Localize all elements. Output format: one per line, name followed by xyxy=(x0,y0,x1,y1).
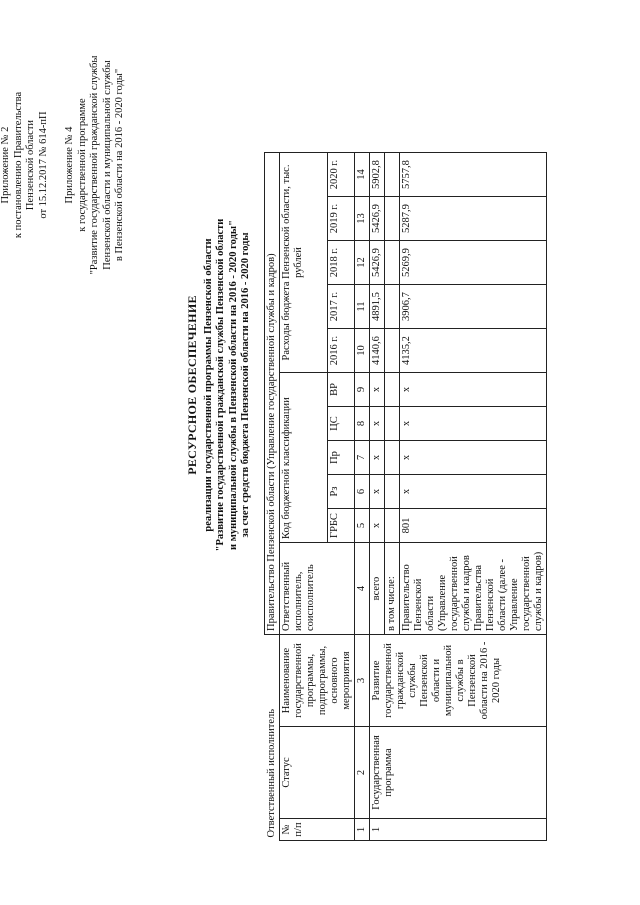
column-number: 6 xyxy=(355,475,370,509)
appendix-2-line: Пензенской области xyxy=(25,119,36,211)
column-number: 3 xyxy=(355,635,370,727)
responsible-row xyxy=(265,153,280,841)
total-code: х xyxy=(370,441,385,475)
table-row-total xyxy=(370,153,385,841)
total-value: 4140,6 xyxy=(370,329,385,373)
code-col-header: ЦС xyxy=(328,407,355,441)
title-line: за счет средств бюджета Пензенской области на 2016 - 2020 годы xyxy=(240,232,251,538)
resource-table xyxy=(264,152,547,841)
column-number: 9 xyxy=(355,373,370,407)
executor-code: 801 xyxy=(400,509,547,543)
executor-code: х xyxy=(400,407,547,441)
column-number: 1 xyxy=(355,819,370,841)
title-line: реализации государственной программы Пензенской области xyxy=(202,238,214,532)
total-value: 4891,5 xyxy=(370,285,385,329)
executor-value: 5757,8 xyxy=(400,153,547,197)
executor-value: 5269,9 xyxy=(400,241,547,285)
column-number: 7 xyxy=(355,441,370,475)
document-title xyxy=(186,165,253,605)
row-including-label: в том числе: xyxy=(385,543,400,635)
total-code: х xyxy=(370,373,385,407)
column-number: 2 xyxy=(355,727,370,819)
code-col-header: ГРБС xyxy=(328,509,355,543)
appendix-4-line: Пензенской области и муниципальной службы xyxy=(101,60,113,270)
column-number: 14 xyxy=(355,153,370,197)
row-number: 1 xyxy=(370,819,547,841)
column-number: 11 xyxy=(355,285,370,329)
expenses-header: Расходы бюджета Пензенской области, тыс. рублей xyxy=(280,153,328,373)
col-status-header: Статус xyxy=(280,727,355,819)
appendix-header xyxy=(0,35,127,295)
column-number: 13 xyxy=(355,197,370,241)
column-number: 5 xyxy=(355,509,370,543)
executor-code: х xyxy=(400,441,547,475)
responsible-label: Ответственный исполнитель xyxy=(265,635,280,841)
executor-code: х xyxy=(400,373,547,407)
total-value: 5426,9 xyxy=(370,197,385,241)
title-line: "Развитие государственной гражданской службы Пензенской области xyxy=(215,218,226,552)
row-status: Государственная программа xyxy=(370,727,547,819)
appendix-4-line: к государственной программе xyxy=(76,98,88,232)
code-col-header: ВР xyxy=(328,373,355,407)
row-total-label: всего xyxy=(370,543,385,635)
year-header: 2017 г. xyxy=(328,285,355,329)
year-header: 2019 г. xyxy=(328,197,355,241)
column-numbers-row xyxy=(355,153,370,841)
title-main: РЕСУРСНОЕ ОБЕСПЕЧЕНИЕ xyxy=(185,295,199,475)
total-value: 5426,9 xyxy=(370,241,385,285)
appendix-2-line: к постановлению Правительства xyxy=(12,91,24,239)
total-value: 5902,8 xyxy=(370,153,385,197)
budget-code-header: Код бюджетной классификации xyxy=(280,373,328,543)
year-header: 2018 г. xyxy=(328,241,355,285)
appendix-2-line: Приложение № 2 xyxy=(0,126,11,204)
column-number: 12 xyxy=(355,241,370,285)
responsible-value: Правительство Пензенской области (Управление государственной службы и кадров) xyxy=(265,153,280,635)
row-executor: Правительство Пензенской области (Управление государственной службы и кадров Правительства Пензенской области (далее - Управление государственной службы и кадров) xyxy=(400,543,547,635)
total-code: х xyxy=(370,475,385,509)
total-code: х xyxy=(370,407,385,441)
column-number: 4 xyxy=(355,543,370,635)
year-header: 2020 г. xyxy=(328,153,355,197)
code-col-header: Пр xyxy=(328,441,355,475)
code-col-header: Рз xyxy=(328,475,355,509)
column-number: 10 xyxy=(355,329,370,373)
year-header: 2016 г. xyxy=(328,329,355,373)
executor-value: 4135,2 xyxy=(400,329,547,373)
title-line: и муниципальной службы в Пензенской области на 2016 - 2020 годы" xyxy=(227,220,239,550)
appendix-4-line: "Развитие государственной гражданской службы xyxy=(89,55,100,275)
appendix-4-line: Приложение № 4 xyxy=(64,126,75,204)
row-program-name: Развитие государственной гражданской службы Пензенской области и муниципальной службы в Пензенской области на 2016 - 2020 годы xyxy=(370,635,547,727)
column-number: 8 xyxy=(355,407,370,441)
executor-code: х xyxy=(400,475,547,509)
col-executor-header: Ответственный исполнитель, соисполнитель xyxy=(280,543,355,635)
appendix-2-line: от 15.12.2017 № 614-пП xyxy=(37,111,49,219)
col-name-header: Наименование государственной программы, подпрограммы, основного мероприятия xyxy=(280,635,355,727)
executor-value: 3906,7 xyxy=(400,285,547,329)
appendix-4-line: в Пензенской области на 2016 - 2020 годы" xyxy=(114,68,125,262)
header-row xyxy=(280,153,328,841)
total-code: х xyxy=(370,509,385,543)
col-num-header: № п/п xyxy=(280,819,355,841)
executor-value: 5287,9 xyxy=(400,197,547,241)
